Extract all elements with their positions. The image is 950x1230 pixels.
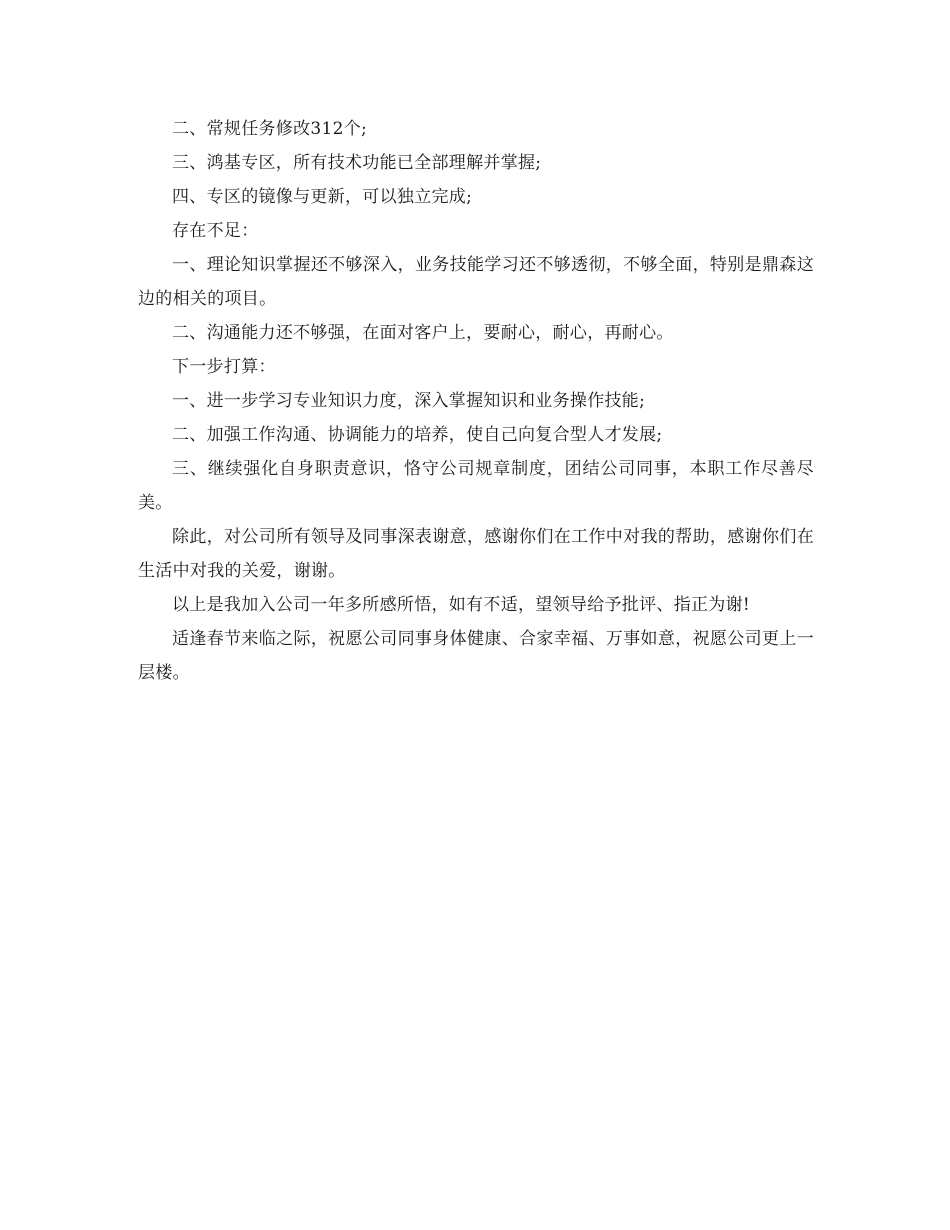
paragraph-shortcoming-communication: 二、沟通能力还不够强，在面对客户上，要耐心，耐心，再耐心。 <box>172 323 674 343</box>
paragraph-mirror-update: 四、专区的镜像与更新，可以独立完成; <box>172 187 473 207</box>
paragraph-reflection: 以上是我加入公司一年多所感所悟，如有不适，望领导给予批评、指正为谢! <box>172 595 751 615</box>
paragraph-plan-learning: 一、进一步学习专业知识力度，深入掌握知识和业务操作技能; <box>172 391 646 411</box>
section-heading-next-steps: 下一步打算： <box>172 357 276 377</box>
paragraph-hongji-zone: 三、鸿基专区，所有技术功能已全部理解并掌握; <box>172 153 542 173</box>
paragraph-task-count: 二、常规任务修改312个; <box>172 119 368 139</box>
paragraph-plan-coordination: 二、加强工作沟通、协调能力的培养，使自己向复合型人才发展; <box>172 425 663 445</box>
paragraph-new-year-wishes: 适逢春节来临之际，祝愿公司同事身体健康、合家幸福、万事如意，祝愿公司更上一层楼。 <box>138 629 814 683</box>
document-body <box>138 112 814 690</box>
paragraph-thanks: 除此，对公司所有领导及同事深表谢意，感谢你们在工作中对我的帮助，感谢你们在生活中对我的关爱，谢谢。 <box>138 527 814 581</box>
section-heading-shortcomings: 存在不足： <box>172 221 259 241</box>
paragraph-shortcoming-theory: 一、理论知识掌握还不够深入，业务技能学习还不够透彻，不够全面，特别是鼎森这边的相关的项目。 <box>138 255 814 309</box>
paragraph-plan-responsibility: 三、继续强化自身职责意识，恪守公司规章制度，团结公司同事，本职工作尽善尽美。 <box>138 459 814 513</box>
